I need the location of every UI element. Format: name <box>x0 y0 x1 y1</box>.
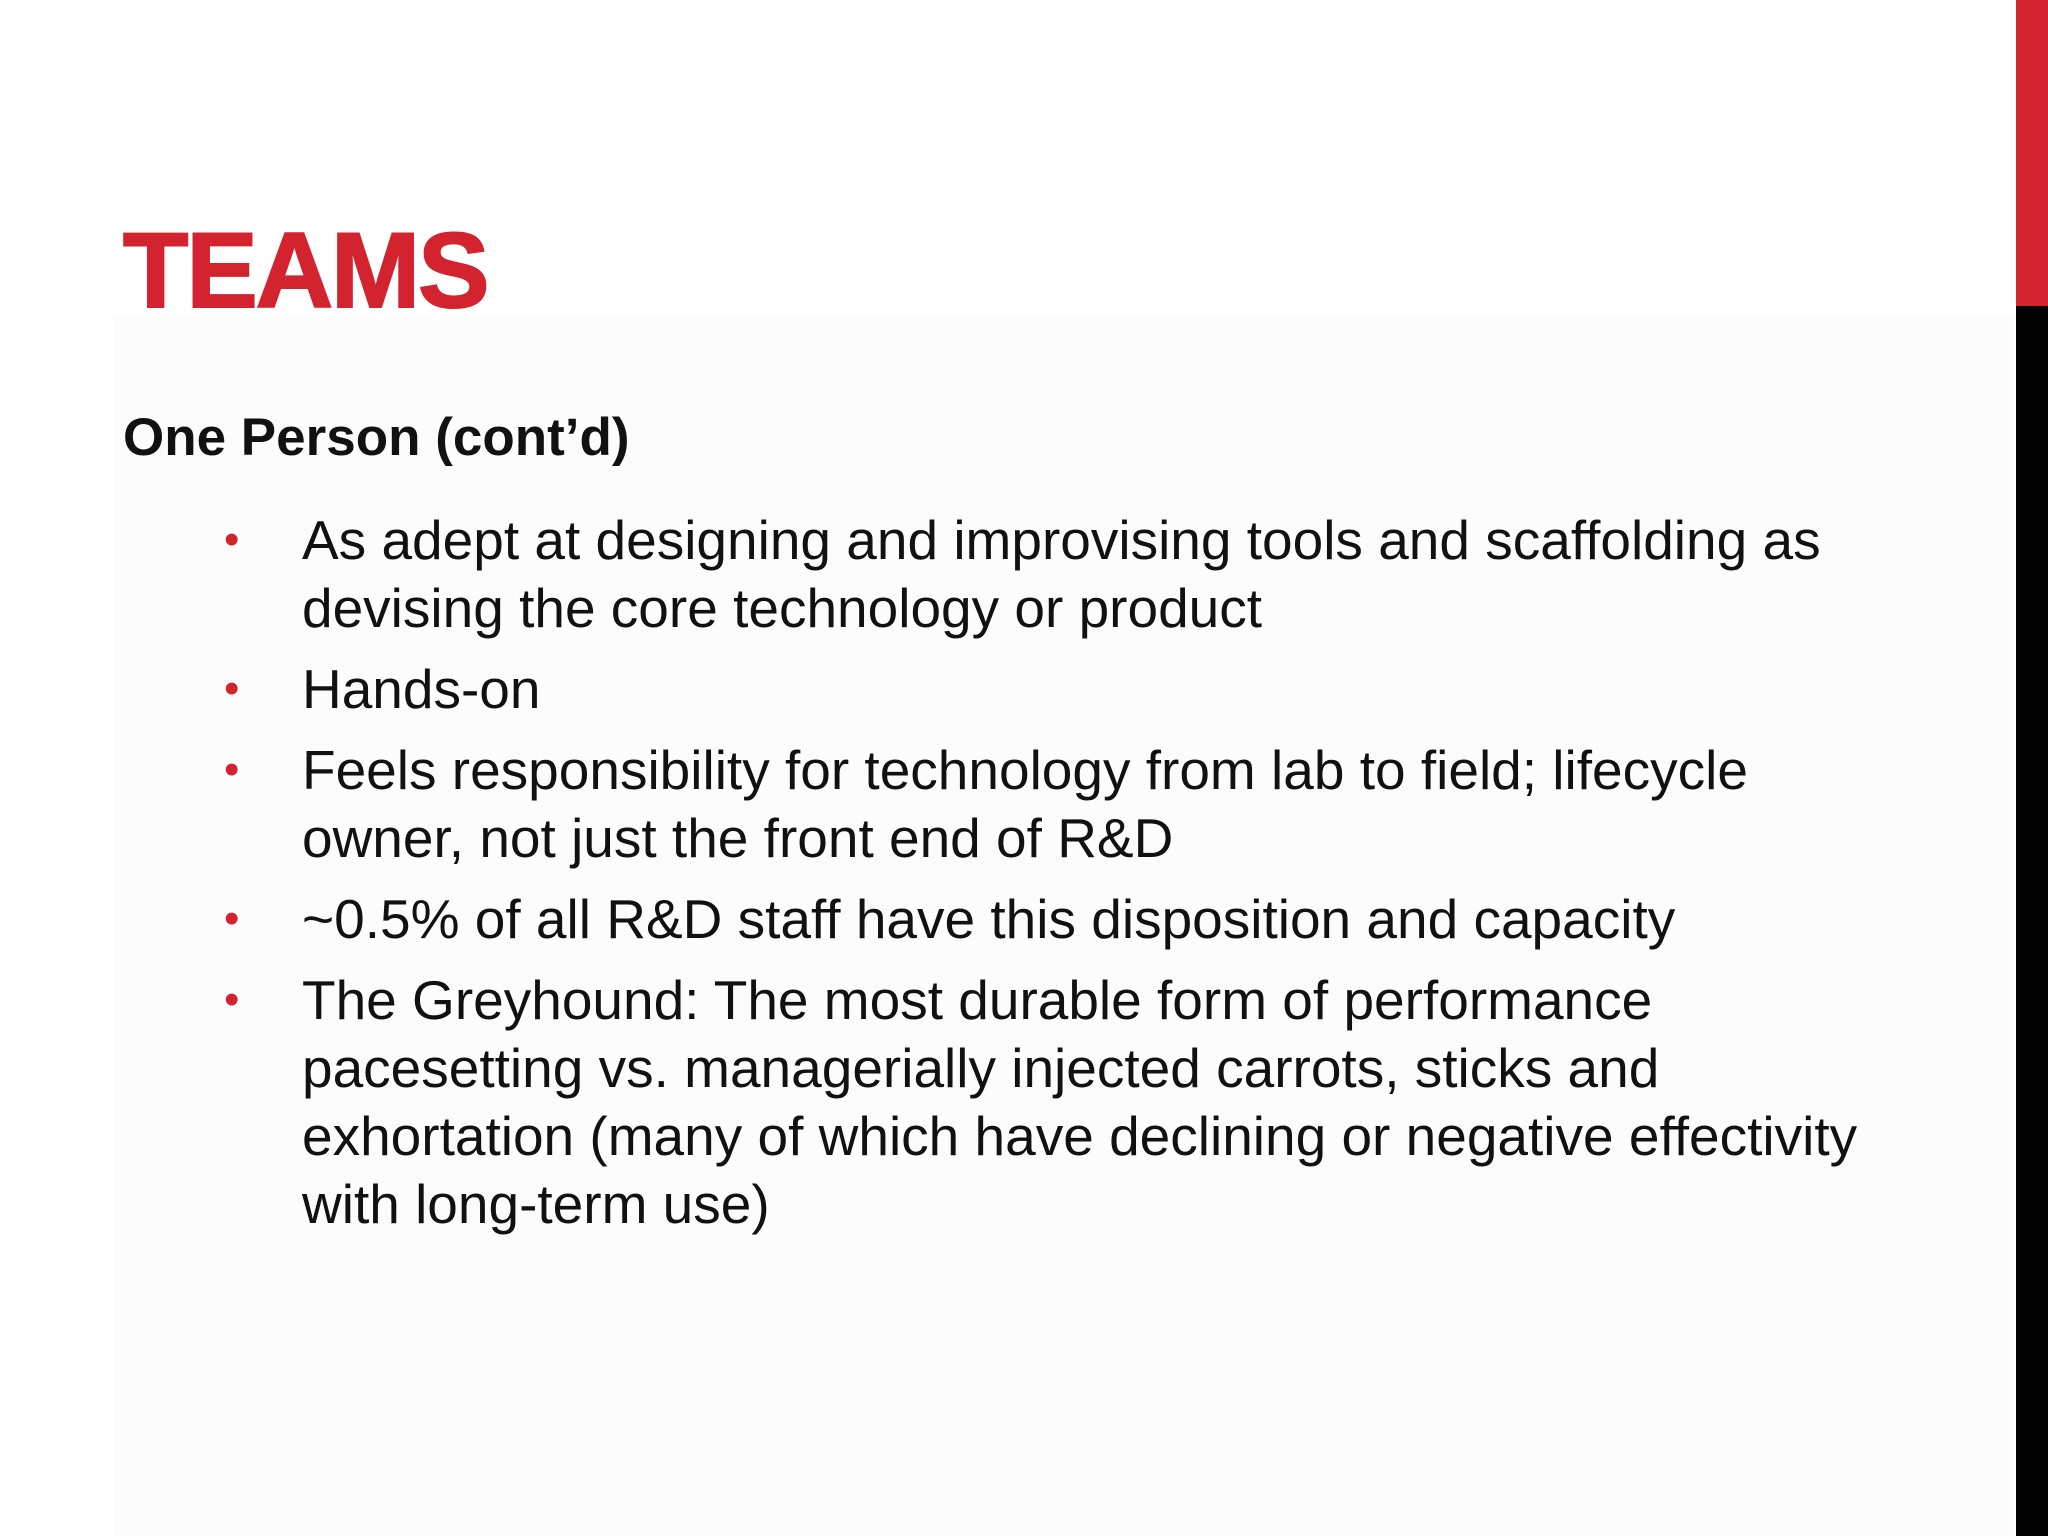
bullet-item <box>224 885 1862 953</box>
right-edge-bar <box>2016 0 2048 1536</box>
slide-subtitle: One Person (cont’d) <box>123 408 630 467</box>
bullet-dot-icon: • <box>224 975 240 1024</box>
bullet-item <box>224 736 1862 872</box>
bullet-dot-icon: • <box>224 894 240 943</box>
bullet-item <box>224 506 1862 642</box>
bullet-text: ~0.5% of all R&D staff have this disposition and capacity <box>302 888 1676 950</box>
bullet-item <box>224 655 1862 723</box>
bullet-dot-icon: • <box>224 745 240 794</box>
bullet-dot-icon: • <box>224 664 240 713</box>
bullet-item <box>224 966 1862 1238</box>
slide-title: TEAMS <box>123 210 488 330</box>
right-edge-accent <box>2016 0 2048 306</box>
bullet-list <box>224 506 1862 1251</box>
bullet-dot-icon: • <box>224 515 240 564</box>
bullet-text: Hands-on <box>302 658 541 720</box>
bullet-text: As adept at designing and improvising tools and scaffolding as devising the core technology or product <box>302 509 1821 639</box>
bullet-text: The Greyhound: The most durable form of performance pacesetting vs. managerially injected carrots, sticks and exhortation (many of which have declining or negative effectivity with long-term use) <box>302 969 1858 1235</box>
bullet-text: Feels responsibility for technology from lab to field; lifecycle owner, not just the front end of R&D <box>302 739 1748 869</box>
